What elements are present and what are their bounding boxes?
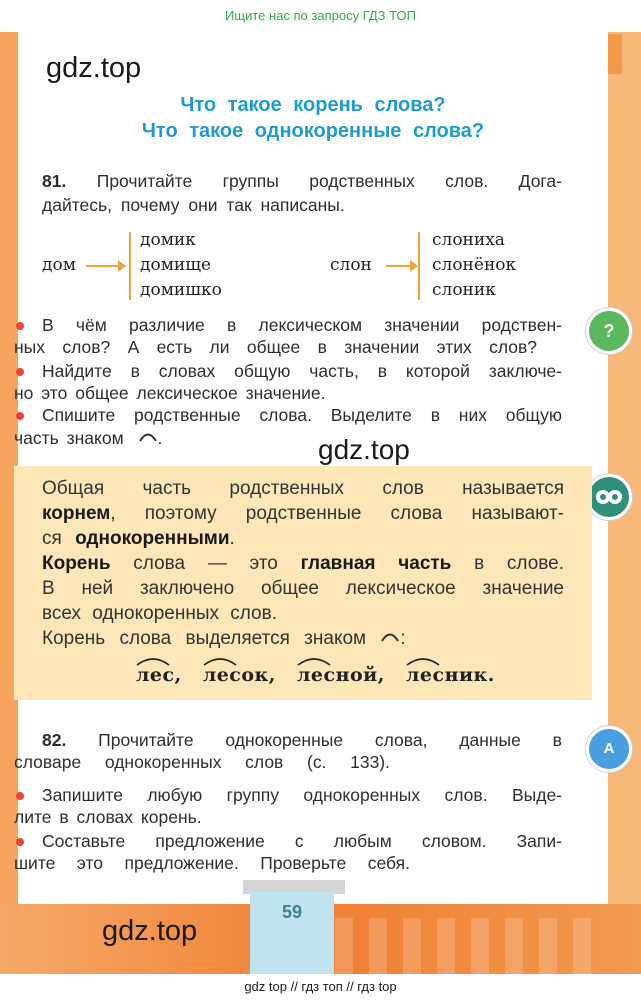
root-arc-icon <box>297 656 331 666</box>
right-margin-tab <box>608 34 622 74</box>
example-word <box>203 664 276 686</box>
arrow-icon <box>386 265 416 267</box>
example-ending: , <box>174 664 182 686</box>
rule-line-5: В ней заключено общее лексическое значение <box>42 578 564 599</box>
ex81-line-1 <box>42 171 562 192</box>
ex81-question-3: Спишите родственные слова. Выделите в них общую <box>42 405 562 425</box>
rule-line-1: Общая часть родственных слов называется <box>42 478 564 499</box>
ex81-question-3-text: часть знаком <box>14 428 124 448</box>
root-examples <box>136 664 495 686</box>
ex82-question-1: Запишите любую группу однокоренных слов. Выде- <box>42 785 562 805</box>
root-arc-icon <box>380 630 400 642</box>
ex81-question-1: В чём различие в лексическом значении родствен- <box>42 315 562 335</box>
rule-bold-term: Корень <box>42 553 111 574</box>
root-arc-icon <box>138 430 158 442</box>
group-1-word: домишко <box>140 280 222 300</box>
rule-line-6: всех однокоренных слов. <box>42 603 277 624</box>
ex82-question-2: Составьте предложение с любым словом. Запи- <box>42 831 562 851</box>
group-2-word: слонёнок <box>432 255 517 275</box>
ex81-line-2: дайтесь, почему они так написаны. <box>42 195 345 215</box>
exercise-number: 81. <box>42 171 67 191</box>
bracket-line <box>129 232 131 300</box>
group-2-word: слониха <box>432 230 505 250</box>
watermark: gdz.top <box>46 52 142 84</box>
example-ending: ок, <box>241 664 276 686</box>
group-2-word: слоник <box>432 280 496 300</box>
ex81-question-2: Найдите в словах общую часть, в которой заключе- <box>42 361 562 381</box>
rule-text: , поэтому родственные слова называют- <box>110 503 564 524</box>
rule-text: Корень слова выделяется знаком <box>42 628 367 649</box>
rule-text: : <box>400 628 406 649</box>
top-banner[interactable]: Ищите нас по запросу ГДЗ ТОП <box>225 8 416 23</box>
bullet-icon <box>16 368 24 376</box>
example-word <box>136 664 182 686</box>
root-arc-icon <box>406 656 440 666</box>
ex81-text: Прочитайте группы родственных слов. Дога- <box>96 171 562 191</box>
rule-line-7 <box>42 628 406 650</box>
ex82-question-1-cont: лите в словах корень. <box>14 807 202 827</box>
rule-line-2 <box>42 503 564 525</box>
lesson-title-line-2: Что такое однокоренные слова? <box>141 120 485 142</box>
bottom-decoration <box>335 918 595 974</box>
example-root: лес <box>136 664 175 686</box>
example-root: лес <box>297 664 336 686</box>
ex82-line-1 <box>42 730 562 751</box>
rule-text: . <box>229 528 235 549</box>
lesson-title-line-1: Что такое корень слова? <box>180 94 446 116</box>
arrow-icon <box>86 265 124 267</box>
watermark: gdz.top <box>102 915 198 947</box>
exercise-number: 82. <box>42 730 67 750</box>
rule-line-4 <box>42 553 564 575</box>
ex82-line-2: словаре однокоренных слов (с. 133). <box>14 752 390 772</box>
ex81-question-1-cont: ных слов? А есть ли общее в значении этих слов? <box>14 337 537 357</box>
group-1-root-word: дом <box>42 255 76 275</box>
ex81-question-2-cont: но это общее лексическое значение. <box>14 383 326 403</box>
rule-text: ся <box>42 528 62 549</box>
rule-text: в слове. <box>474 553 565 574</box>
ex82-question-2-cont: шите это предложение. Проверьте себя. <box>14 853 410 873</box>
rule-line-3 <box>42 528 235 550</box>
example-ending: ник. <box>444 664 495 686</box>
bullet-icon <box>16 792 24 800</box>
question-icon[interactable]: ? <box>586 308 632 354</box>
bullet-icon <box>16 322 24 330</box>
ex81-question-3-cont <box>14 428 162 449</box>
root-arc-icon <box>136 656 170 666</box>
footer-links[interactable]: gdz top // гдз топ // гдз top <box>244 979 397 994</box>
page-number: 59 <box>250 892 334 974</box>
root-arc-icon <box>203 656 237 666</box>
group-1-word: домище <box>140 255 212 275</box>
owl-icon[interactable] <box>586 474 632 520</box>
example-word <box>297 664 385 686</box>
group-2-root-word: слон <box>330 255 372 275</box>
rule-bold-term: главная часть <box>300 553 452 574</box>
example-root: лес <box>202 664 242 686</box>
dictionary-icon[interactable]: A <box>586 726 632 772</box>
example-ending: ной, <box>335 664 385 686</box>
rule-bold-term: корнем <box>42 503 111 524</box>
example-root: лес <box>406 664 445 686</box>
owl-eyes-icon <box>594 486 624 508</box>
bullet-icon <box>16 838 24 846</box>
bracket-line <box>418 232 420 300</box>
bullet-icon <box>16 412 24 420</box>
period: . <box>157 428 163 448</box>
rule-text: слова — это <box>133 553 278 574</box>
watermark: gdz.top <box>318 434 410 465</box>
group-1-word: домик <box>140 230 196 250</box>
rule-bold-term: однокоренными <box>75 528 230 549</box>
example-word <box>406 664 495 686</box>
ex82-text: Прочитайте однокоренные слова, данные в <box>98 730 562 750</box>
